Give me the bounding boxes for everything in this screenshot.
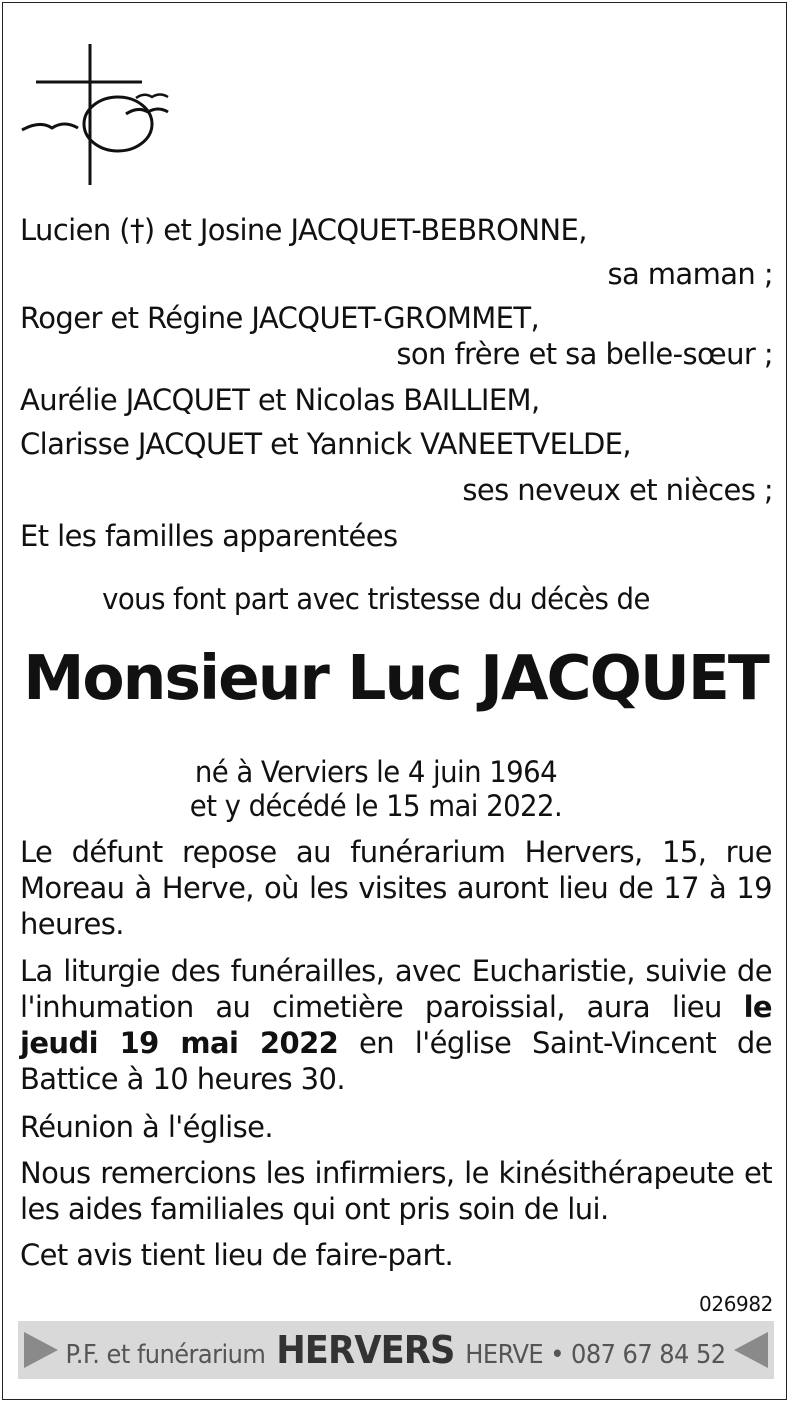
repose-paragraph: Le défunt repose au funérarium Hervers, 15, rue Moreau à Herve, où les visites auront lieu de 17 à 19 heures.: [20, 835, 772, 941]
funeral-text-before: La liturgie des funérailles, avec Eucharistie, suivie de l'inhumation au cimetière paroissial, aura lieu: [20, 954, 772, 1024]
announcement-text: vous font part avec tristesse du décès de: [102, 582, 650, 616]
thanks-paragraph: Nous remercions les infirmiers, le kinésithérapeute et les aides familiales qui ont pris soin de lui.: [20, 1156, 772, 1226]
footer-contact: HERVE • 087 67 84 52: [465, 1340, 727, 1370]
family-line-brother: Roger et Régine JACQUET-GROMMET,: [20, 301, 540, 335]
funeral-paragraph: [20, 953, 772, 1097]
footer-prefix: P.F. et funérarium: [65, 1340, 266, 1370]
arrow-left-icon: [734, 1332, 768, 1368]
notice-paragraph: Cet avis tient lieu de faire-part.: [20, 1238, 454, 1272]
family-line-nephew: Aurélie JACQUET et Nicolas BAILLIEM,: [20, 383, 540, 417]
reunion-paragraph: Réunion à l'église.: [20, 1110, 273, 1144]
deceased-name: Monsieur Luc JACQUET: [23, 642, 768, 714]
footer-brand: HERVERS: [276, 1328, 455, 1372]
arrow-right-icon: [24, 1332, 58, 1368]
relation-mother: sa maman ;: [607, 257, 773, 291]
funeral-date: le jeudi 19 mai 2022: [20, 990, 772, 1060]
funeral-text-after: en l'église Saint-Vincent de Battice à 10 heures 30.: [20, 1026, 772, 1096]
family-line-relatives: Et les familles apparentées: [20, 519, 398, 553]
funeral-home-text: [66, 1328, 726, 1372]
relation-nephews: ses neveux et nièces ;: [462, 473, 773, 507]
relation-brother: son frère et sa belle-sœur ;: [396, 337, 773, 371]
reference-number: 026982: [699, 1292, 773, 1316]
family-line-parents: Lucien (†) et Josine JACQUET-BEBRONNE,: [20, 213, 587, 247]
funeral-home-banner: [18, 1321, 774, 1379]
family-line-niece: Clarisse JACQUET et Yannick VANEETVELDE,: [20, 427, 632, 461]
birth-info: né à Verviers le 4 juin 1964: [194, 755, 558, 789]
death-info: et y décédé le 15 mai 2022.: [189, 789, 563, 823]
cross-sun-birds-icon: [18, 42, 173, 187]
